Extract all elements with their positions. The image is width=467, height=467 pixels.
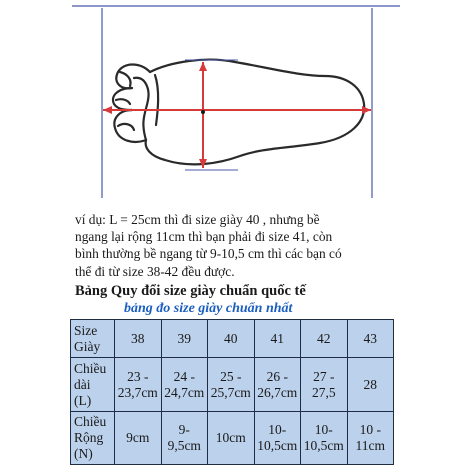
size-cell: 42 <box>301 320 348 358</box>
header-line: (N) <box>74 446 93 461</box>
length-cell <box>208 358 255 412</box>
cell-line: 10,5cm <box>257 438 298 453</box>
width-cell <box>115 412 162 465</box>
cell-line: 27 - <box>313 368 335 384</box>
cell-line: 10- <box>268 422 287 437</box>
cell-line: 25,7cm <box>210 384 251 400</box>
foot-outline <box>113 60 364 165</box>
header-line: Size <box>74 322 98 338</box>
cell-line: 23,7cm <box>117 384 158 400</box>
row-header-size <box>71 320 115 358</box>
center-dot <box>201 110 205 114</box>
cell-line: 27,5 <box>311 384 336 400</box>
size-cell: 40 <box>208 320 255 358</box>
size-conversion-table <box>70 319 394 465</box>
header-line: (L) <box>74 392 92 408</box>
cell-line: 10,5cm <box>303 438 344 453</box>
cell-line: 11cm <box>355 438 385 453</box>
table-row-width <box>71 412 394 465</box>
header-line: Chiều <box>74 360 107 376</box>
width-cell <box>254 412 301 465</box>
header-line: Chiều <box>74 414 107 429</box>
cell-line: 26,7cm <box>257 384 298 400</box>
note-line: bình thường bề ngang từ 9-10,5 cm thì các bạn có <box>75 246 342 262</box>
size-cell: 43 <box>347 320 394 358</box>
length-cell <box>115 358 162 412</box>
length-cell <box>254 358 301 412</box>
width-arrow <box>199 62 207 168</box>
cell-line: 10- <box>314 422 333 437</box>
cell-line: 9,5cm <box>167 438 201 453</box>
size-cell: 41 <box>254 320 301 358</box>
table-title: Bảng Quy đổi size giày chuẩn quốc tế <box>75 283 306 299</box>
header-line: Giày <box>74 338 101 354</box>
length-cell <box>301 358 348 412</box>
note-line: ví dụ: L = 25cm thì đi size giày 40 , nhưng bề <box>75 212 320 227</box>
size-cell: 38 <box>115 320 162 358</box>
cell-line: 9- <box>178 422 190 437</box>
cell-line: 24,7cm <box>164 384 205 400</box>
cell-line: 28 <box>363 376 377 392</box>
header-line: Rộng <box>74 430 104 445</box>
cell-line: 23 - <box>127 368 149 384</box>
cell-line: 10 - <box>359 422 381 437</box>
note-line: thể đi từ size 38-42 đều được. <box>75 263 235 279</box>
length-arrow <box>103 106 371 114</box>
width-cell <box>301 412 348 465</box>
header-line: dài <box>74 376 91 392</box>
foot-measurement-diagram <box>0 0 467 210</box>
note-line: ngang lại rộng 11cm thì bạn phải đi size 41, còn <box>75 229 333 245</box>
table-row-length <box>71 358 394 412</box>
frame-lines <box>72 6 400 198</box>
row-header-length <box>71 358 115 412</box>
width-cell <box>208 412 255 465</box>
cell-line: 26 - <box>266 368 288 384</box>
row-header-width <box>71 412 115 465</box>
width-ticks <box>185 60 238 170</box>
length-cell <box>161 358 208 412</box>
cell-line: 24 - <box>173 368 195 384</box>
cell-line: 10cm <box>215 430 246 445</box>
length-cell <box>347 358 394 412</box>
cell-line: 9cm <box>126 430 150 445</box>
table-row-size <box>71 320 394 358</box>
width-cell <box>161 412 208 465</box>
size-cell: 39 <box>161 320 208 358</box>
table-subtitle: bảng đo size giày chuẩn nhất <box>124 301 293 316</box>
width-cell <box>347 412 394 465</box>
cell-line: 25 - <box>220 368 242 384</box>
example-note <box>75 211 463 280</box>
